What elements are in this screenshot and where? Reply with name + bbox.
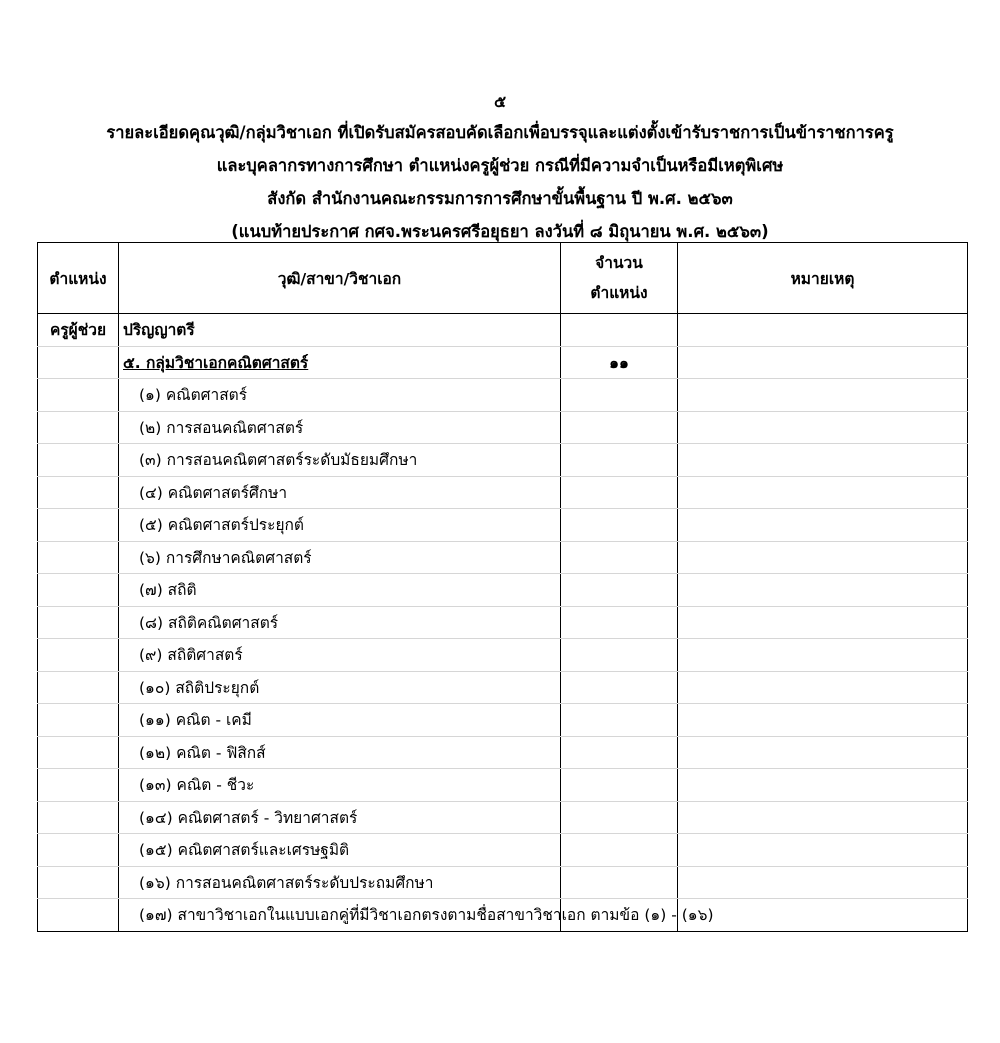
remark-cell [678, 606, 968, 639]
position-cell [38, 476, 119, 509]
remark-cell [678, 899, 968, 932]
subject-item-cell: (๑๔) คณิตศาสตร์ - วิทยาศาสตร์ [119, 801, 561, 834]
table-row [38, 606, 968, 639]
remark-cell [678, 866, 968, 899]
position-cell: ครูผู้ช่วย [38, 314, 119, 347]
subject-item-cell: (๙) สถิติศาสตร์ [119, 639, 561, 672]
remark-cell [678, 736, 968, 769]
count-cell [561, 509, 678, 542]
count-cell [561, 541, 678, 574]
table-row [38, 866, 968, 899]
position-cell [38, 866, 119, 899]
subject-item-cell: (๑) คณิตศาสตร์ [119, 379, 561, 412]
remark-cell [678, 769, 968, 802]
position-cell [38, 671, 119, 704]
title-line-1: รายละเอียดคุณวุฒิ/กลุ่มวิชาเอก ที่เปิดรับสมัครสอบคัดเลือกเพื่อบรรจุและแต่งตั้งเข้ารับราชการเป็นข้าราชการครู [106, 123, 894, 142]
remark-cell [678, 379, 968, 412]
count-cell [561, 444, 678, 477]
position-cell [38, 899, 119, 932]
table-row [38, 541, 968, 574]
position-cell [38, 541, 119, 574]
table-body [38, 314, 968, 932]
subject-item-cell: (๗) สถิติ [119, 574, 561, 607]
degree-level-cell: ปริญญาตรี [119, 314, 561, 347]
table-row [38, 509, 968, 542]
table-row [38, 346, 968, 379]
position-cell [38, 574, 119, 607]
header-remark: หมายเหตุ [678, 243, 968, 314]
remark-cell [678, 476, 968, 509]
title-line-4: (แนบท้ายประกาศ กศจ.พระนครศรีอยุธยา ลงวันที่ ๘ มิถุนายน พ.ศ. ๒๕๖๓) [231, 222, 769, 241]
header-count-line2: ตำแหน่ง [590, 284, 648, 302]
count-cell [561, 801, 678, 834]
subject-item-cell: (๕) คณิตศาสตร์ประยุกต์ [119, 509, 561, 542]
remark-cell [678, 574, 968, 607]
remark-cell [678, 509, 968, 542]
subject-item-cell: (๑๗) สาขาวิชาเอกในแบบเอกคู่ที่มีวิชาเอกตรงตามชื่อสาขาวิชาเอก ตามข้อ (๑) - (๑๖) [119, 899, 561, 932]
document-header [0, 88, 1000, 248]
count-cell [561, 314, 678, 347]
subject-item-cell: (๑๖) การสอนคณิตศาสตร์ระดับประถมศึกษา [119, 866, 561, 899]
table-row [38, 736, 968, 769]
page-number: ๕ [493, 92, 507, 111]
remark-cell [678, 444, 968, 477]
count-cell [561, 606, 678, 639]
position-cell [38, 346, 119, 379]
remark-cell [678, 639, 968, 672]
remark-cell [678, 346, 968, 379]
remark-cell [678, 671, 968, 704]
subject-item-cell: (๖) การศึกษาคณิตศาสตร์ [119, 541, 561, 574]
title-line-3: สังกัด สำนักงานคณะกรรมการการศึกษาขั้นพื้นฐาน ปี พ.ศ. ๒๕๖๓ [267, 189, 733, 208]
subject-item-cell: (๓) การสอนคณิตศาสตร์ระดับมัธยมศึกษา [119, 444, 561, 477]
position-cell [38, 509, 119, 542]
count-cell [561, 704, 678, 737]
subject-item-cell: (๑๑) คณิต - เคมี [119, 704, 561, 737]
count-cell [561, 411, 678, 444]
count-cell [561, 769, 678, 802]
position-cell [38, 736, 119, 769]
remark-cell [678, 411, 968, 444]
table-row [38, 314, 968, 347]
position-cell [38, 606, 119, 639]
count-cell [561, 671, 678, 704]
header-count [561, 243, 678, 314]
count-cell [561, 834, 678, 867]
position-cell [38, 769, 119, 802]
position-cell [38, 801, 119, 834]
position-cell [38, 639, 119, 672]
remark-cell [678, 704, 968, 737]
table-row [38, 769, 968, 802]
table-row [38, 411, 968, 444]
remark-cell [678, 541, 968, 574]
count-cell [561, 476, 678, 509]
header-count-line1: จำนวน [595, 254, 643, 272]
table-row [38, 834, 968, 867]
table-header-row [38, 243, 968, 314]
table-row [38, 899, 968, 932]
group-name-cell: ๕. กลุ่มวิชาเอกคณิตศาสตร์ [119, 346, 561, 379]
table-row [38, 444, 968, 477]
group-count-cell: ๑๑ [561, 346, 678, 379]
count-cell [561, 639, 678, 672]
header-degree: วุฒิ/สาขา/วิชาเอก [119, 243, 561, 314]
table-row [38, 639, 968, 672]
subject-item-cell: (๔) คณิตศาสตร์ศึกษา [119, 476, 561, 509]
table-row [38, 671, 968, 704]
table-row [38, 379, 968, 412]
subject-item-cell: (๑๕) คณิตศาสตร์และเศรษฐมิติ [119, 834, 561, 867]
table-row [38, 476, 968, 509]
count-cell [561, 379, 678, 412]
position-cell [38, 411, 119, 444]
position-cell [38, 379, 119, 412]
subject-item-cell: (๘) สถิติคณิตศาสตร์ [119, 606, 561, 639]
table-row [38, 704, 968, 737]
count-cell [561, 736, 678, 769]
subject-item-cell: (๑๒) คณิต - ฟิสิกส์ [119, 736, 561, 769]
count-cell [561, 574, 678, 607]
title-line-2: และบุคลากรทางการศึกษา ตำแหน่งครูผู้ช่วย กรณีที่มีความจำเป็นหรือมีเหตุพิเศษ [216, 156, 784, 175]
table-row [38, 574, 968, 607]
header-position: ตำแหน่ง [38, 243, 119, 314]
position-cell [38, 444, 119, 477]
subject-item-cell: (๑๓) คณิต - ชีวะ [119, 769, 561, 802]
position-cell [38, 704, 119, 737]
subject-item-cell: (๑๐) สถิติประยุกต์ [119, 671, 561, 704]
subject-item-cell: (๒) การสอนคณิตศาสตร์ [119, 411, 561, 444]
remark-cell [678, 801, 968, 834]
remark-cell [678, 834, 968, 867]
count-cell [561, 866, 678, 899]
remark-cell [678, 314, 968, 347]
position-cell [38, 834, 119, 867]
table-row [38, 801, 968, 834]
qualification-table [37, 242, 968, 932]
